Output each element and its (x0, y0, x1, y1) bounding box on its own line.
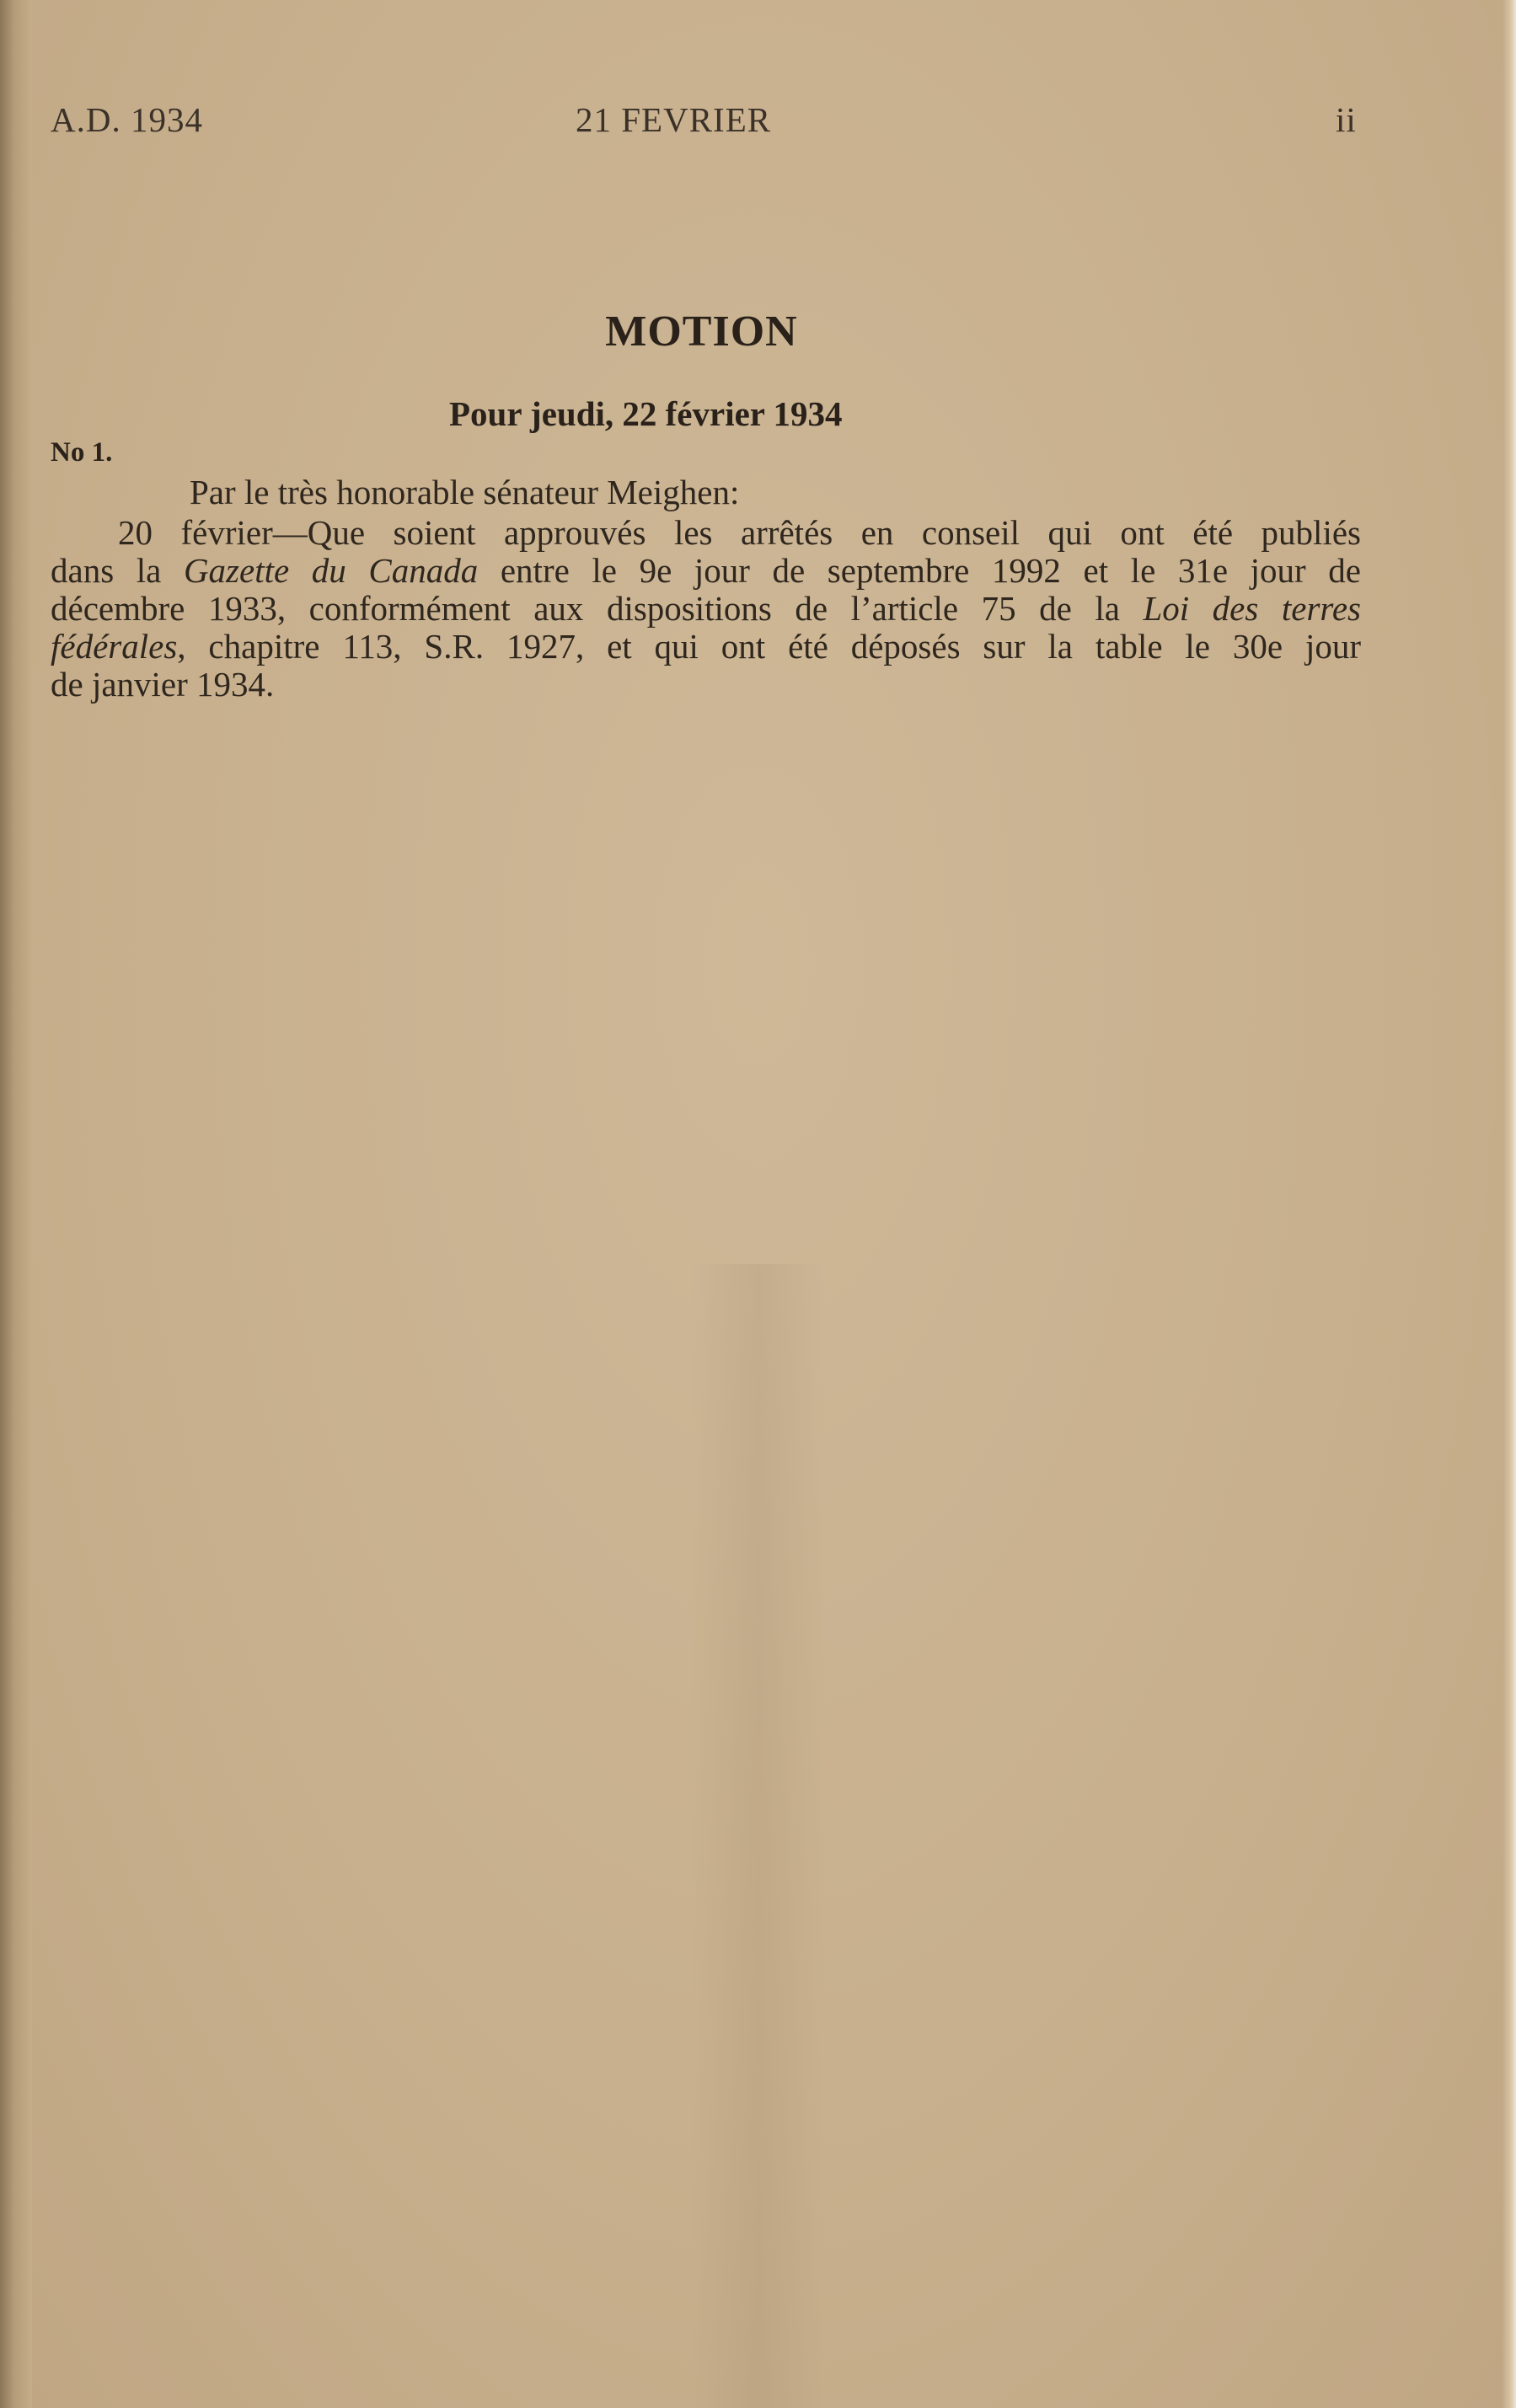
paper-fold-shadow (691, 1264, 826, 2408)
gazette-title: Gazette du Canada (183, 551, 479, 590)
page-number: ii (1336, 100, 1357, 139)
page-binding-edge (0, 0, 32, 2408)
page-right-edge (1503, 0, 1516, 2408)
body-line-5: de janvier 1934. (51, 665, 275, 704)
body-line-4: fédérales, chapitre 113, S.R. 1927, et qui ont été déposés sur la table le 30e jour (51, 627, 1361, 666)
motion-number: No 1. (51, 437, 113, 468)
page-title: MOTION (605, 308, 798, 356)
motion-body (51, 514, 1361, 704)
act-title-part-2: fédérales (51, 627, 178, 666)
running-head-date: 21 FEVRIER (576, 100, 772, 139)
body-line-3: décembre 1933, conformément aux dispositions de l’article 75 de la Loi des terres (51, 589, 1361, 628)
body-line-1: 20 février—Que soient approuvés les arrêtés en conseil qui ont été publiés (118, 513, 1361, 552)
act-title-part-1: Loi des terres (1143, 589, 1361, 628)
body-line-2: dans la Gazette du Canada entre le 9e jour de septembre 1992 et le 31e jour de (51, 551, 1362, 590)
running-head-year: A.D. 1934 (51, 100, 203, 139)
running-head (51, 99, 1365, 142)
page-subtitle: Pour jeudi, 22 février 1934 (449, 394, 843, 433)
motion-mover: Par le très honorable sénateur Meighen: (190, 473, 740, 511)
